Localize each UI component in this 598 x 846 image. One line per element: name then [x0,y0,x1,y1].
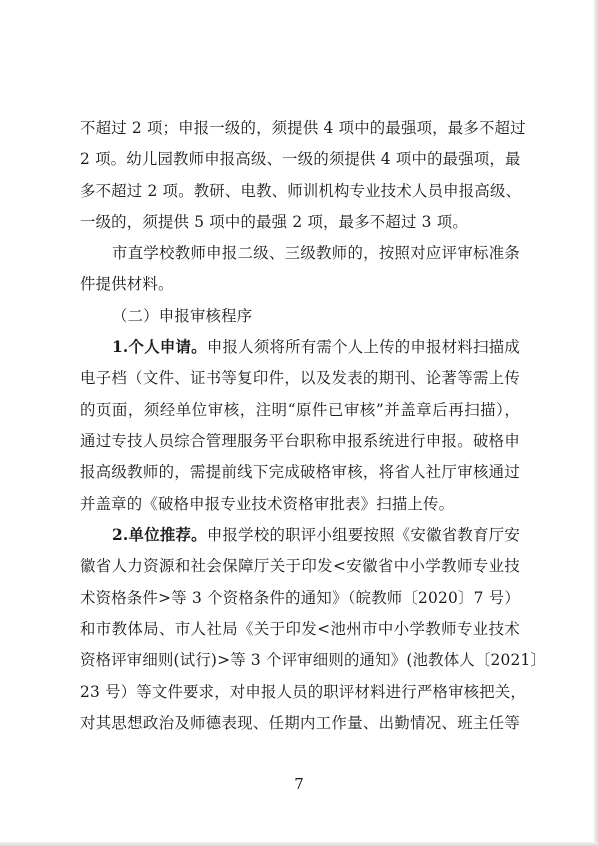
page-edge-shadow [594,0,598,846]
bold-lead: 1.个人申请。 [112,338,207,356]
text-line: 的页面，须经单位审核，注明“原件已审核”并盖章后再扫描）， [80,401,520,419]
text-line: 资格评审细则(试行)>等 3 个评审细则的通知》(池教体人〔2021〕 [80,651,547,669]
text-line: 23 号）等文件要求，对申报人员的职评材料进行严格审核把关， [80,683,527,701]
text-line: 和市教体局、市人社局《关于印发<池州市中小学教师专业技术 [80,620,520,638]
text-run: 申报人须将所有需个人上传的申报材料扫描成 [206,338,520,356]
paragraph-first-line [112,525,520,545]
text-line: 一级的，须提供 5 项中的最强 2 项，最多不超过 3 项。 [80,213,468,231]
page-edge-shadow [0,842,598,846]
text-run: 申报学校的职评小组要按照《安徽省教育厅安 [206,526,520,544]
text-line: 徽省人力资源和社会保障厅关于印发<安徽省中小学教师专业技 [80,557,520,575]
text-line: 件提供材料。 [80,275,174,293]
page-number: 7 [294,775,304,793]
text-line: 电子档（文件、证书等复印件，以及发表的期刊、论著等需上传 [80,369,520,387]
text-line: 市直学校教师申报二级、三级教师的，按照对应评审标准条 [112,244,520,262]
text-line: 通过专技人员综合管理服务平台职称申报系统进行申报。破格申 [80,432,520,450]
text-line: 报高级教师的，需提前线下完成破格审核，将省人社厅审核通过 [80,463,520,481]
text-line: 2 项。幼儿园教师申报高级、一级的须提供 4 项中的最强项，最 [80,150,521,168]
text-line: 不超过 2 项；申报一级的，须提供 4 项中的最强项，最多不超过 [80,119,526,137]
paragraph-first-line [112,337,520,357]
text-line: 多不超过 2 项。教研、电教、师训机构专业技术人员申报高级、 [80,182,522,200]
text-line: 术资格条件>等 3 个资格条件的通知》（皖教师〔2020〕7 号） [80,589,520,607]
section-heading: （二）申报审核程序 [112,307,253,325]
text-line: 对其思想政治及师德表现、任期内工作量、出勤情况、班主任等 [80,714,520,732]
bold-lead: 2.单位推荐。 [112,526,207,544]
text-line: 并盖章的《破格申报专业技术资格审批表》扫描上传。 [80,495,455,513]
